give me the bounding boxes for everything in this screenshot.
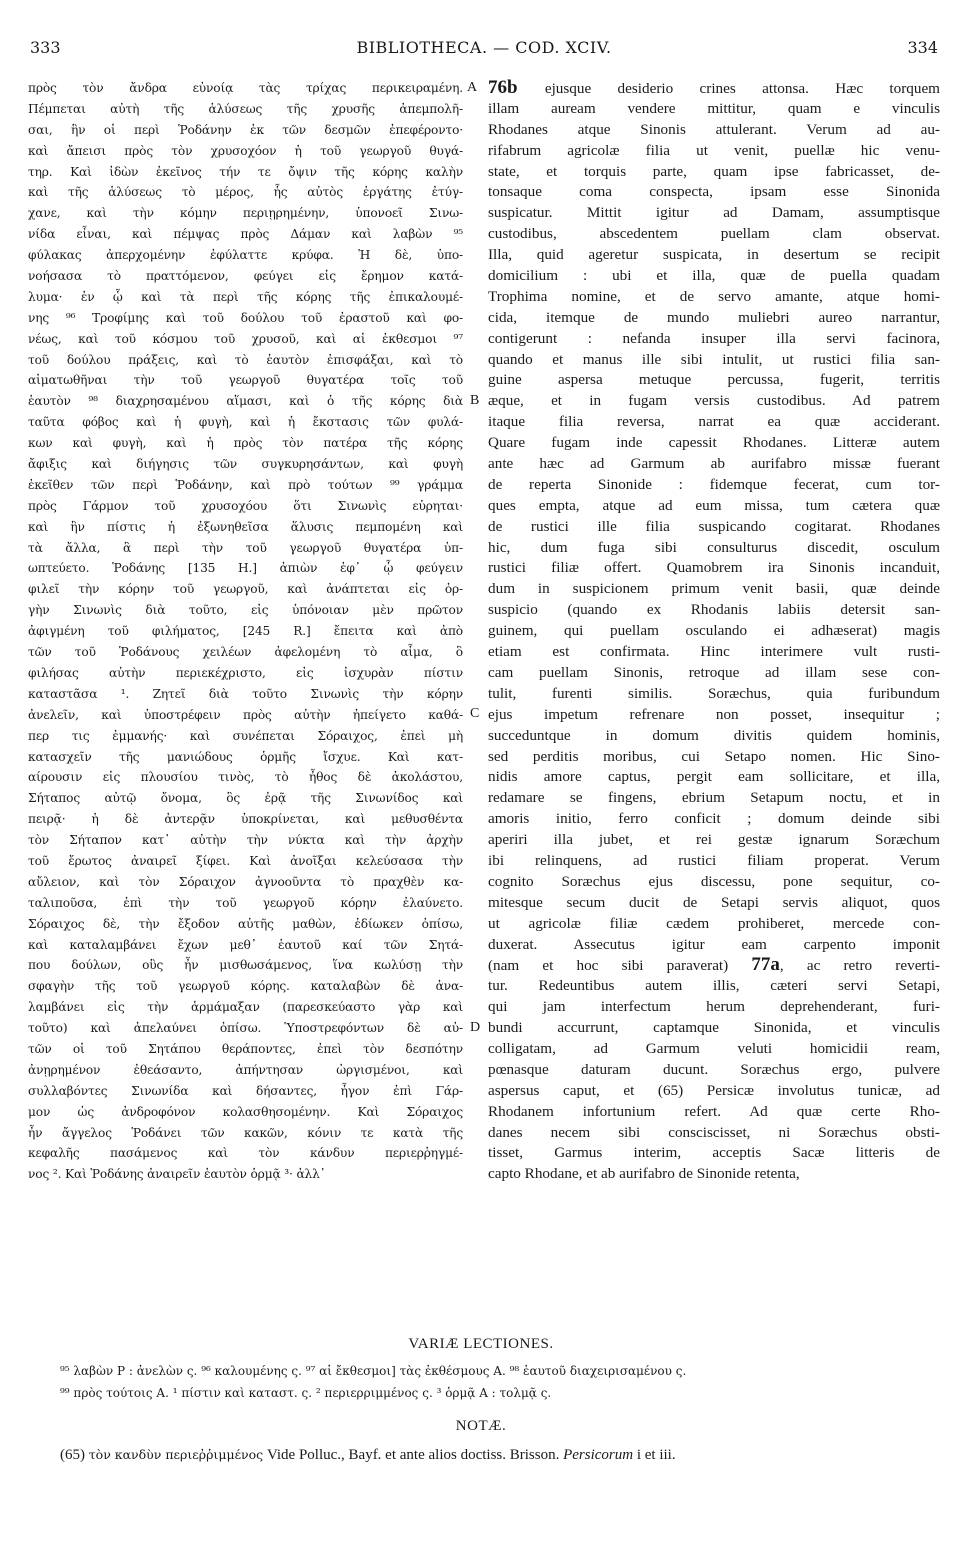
latin-text-line: suspicio (quando ex Rhodanis labiis detersit san- <box>488 601 940 619</box>
latin-text-line: etiam est confirmata. Hinc interimere vult rusti- <box>488 643 940 661</box>
greek-text-line: ἄφιξις καὶ διήγησις τῶν συγκυρησάντων, καὶ φυγὴ <box>28 457 463 472</box>
greek-text-line: νοήσασα τὸ πραττόμενον, φεύγει εἰς ἔρημον κατά- <box>28 269 463 284</box>
latin-text-line: Rhodanes atque Sinonis attulerant. Verum ad au- <box>488 120 940 138</box>
greek-text-line: αἱματωθῆναι τὴν τοῦ γεωργοῦ θυγατέρα τοῖς τοῦ <box>28 373 463 388</box>
latin-text-line: amoris initio, ferro conficit ; domum deinde sibi <box>488 810 940 828</box>
latin-text-line: aperiri illa jubet, et rei gestæ ignarum Soræchum <box>488 831 940 849</box>
greek-text-line: τηρ. Καὶ ἰδὼν ἐκεῖνος τήν τε ὄψιν τῆς κόρης καλὴν <box>28 164 463 179</box>
note-line <box>60 1444 940 1466</box>
latin-text-line: redamare se fingens, ebrium Setapum noctu, et in <box>488 789 940 807</box>
latin-text-line: domicilium : ubi et illa, quæ de puella quadam <box>488 267 940 285</box>
greek-text-line: φύλακας ἀπερχομένην ἐφύλαττε κρύφα. Ἡ δὲ, ὑπο- <box>28 248 463 263</box>
latin-text-line: Illa, quid ageretur suspicata, in desertum se recipit <box>488 246 940 264</box>
greek-text-line: τῶν οἱ τοῦ Σητάπου θεράποντες, ἐπεὶ τὸν δεσπότην <box>28 1041 463 1056</box>
note-end: i et iii. <box>636 1447 676 1463</box>
latin-text-line: cam puellam Sinonis, retroque ad illam sese con- <box>488 663 940 681</box>
latin-text-line: Rhodanem infortunium refert. Ad quæ certe Rho- <box>488 1102 940 1120</box>
latin-text-line: pœnasque daturam ducunt. Soræchus ergo, pulvere <box>488 1060 940 1078</box>
note-number: (65) <box>60 1447 85 1463</box>
latin-text-line: Quare fugam inde capessit Rhodanes. Litteræ autem <box>488 434 940 452</box>
greek-text-line: καὶ ἣν πίστις ἡ ἐξωνηθεῖσα ἅλυσις πεμπομένη καὶ <box>28 519 463 534</box>
latin-text-line: Trophima nomine, et de servo amante, atque homi- <box>488 287 940 305</box>
latin-column <box>488 78 940 1185</box>
greek-text-line: τὸν Σήταπον κατ᾽ αὐτὴν τὴν νύκτα καὶ τὴν ἀρχὴν <box>28 833 463 848</box>
latin-text-line: ques empta, atque ad eum missa, tum cætera quæ <box>488 496 940 514</box>
note-greek: τὸν κανδὺν περιεῤῥιμμένος <box>88 1447 264 1462</box>
variae-line: ⁹⁹ πρὸς τούτοις A. ¹ πίστιν καὶ καταστ. ς. ² περιερριμμένος ς. ³ ὁρμᾷ A : τολμᾷ ς. <box>60 1386 552 1400</box>
greek-text-line: σαι, ἣν οἱ περὶ Ῥοδάνην ἐκ τῶν δεσμῶν ἐπεφέροντο· <box>28 122 463 137</box>
greek-text-line: καταστᾶσα ¹. Ζητεῖ διὰ τοῦτο Σινωνὶς τὴν κόρην <box>28 686 463 701</box>
latin-text-line: colligatam, ad Garmum veluti homicidii ream, <box>488 1039 940 1057</box>
note-italic: Persicorum <box>563 1447 634 1463</box>
note-text: Vide Polluc., Bayf. et ante alios doctiss. Brisson. <box>266 1447 560 1463</box>
greek-column <box>28 78 463 1185</box>
greek-text-line: γὴν Σινωνὶς διὰ τοῦτο, εἰς ὑπόνοιαν μὲν πρῶτον <box>28 603 463 618</box>
latin-text-line: 76b ejusque desiderio crines attonsa. Hæc torquem <box>488 78 940 98</box>
greek-text-line: καὶ τῆς ἁλύσεως τὸ μέρος, ἧς αὐτὸς ἐργάτης ἐτύγ- <box>28 185 463 200</box>
latin-text-line: illam auream vendere mittitur, quam e vinculis <box>488 99 940 117</box>
margin-letter-d: D <box>470 1020 481 1035</box>
latin-text-line: sed perditis moribus, cui Setapo nomen. Hic Sino- <box>488 747 940 765</box>
page-number-right: 334 <box>907 38 938 57</box>
latin-text-line: quando et manus ille sibi intulit, ut rustici filia san- <box>488 350 940 368</box>
latin-text-line: guinem, qui puellam osculando ei adhæserat) magis <box>488 622 940 640</box>
greek-text-line: που δούλων, οὓς ἦν μισθωσάμενος, ἵνα κωλύσῃ τὴν <box>28 958 463 973</box>
latin-text-line: aspersus caput, et (65) Persicæ involutus tunicæ, ad <box>488 1081 940 1099</box>
greek-text-line: νος ². Καὶ Ῥοδάνης ἀναιρεῖν ἑαυτὸν ὁρμᾷ ³· ἀλλ᾽ <box>28 1167 326 1182</box>
greek-text-line: ἐκεῖθεν τῶν περὶ Ῥοδάνην, καὶ πρὸ τούτων ⁹⁹ γράμμα <box>28 477 463 492</box>
folio-mark-77a: 77a <box>751 955 780 976</box>
latin-text-line: de rustici ille filia suspicando cogitarat. Rhodanes <box>488 517 940 535</box>
greek-text-line: νέως, καὶ τοῦ κόσμου τοῦ χρυσοῦ, καὶ αἱ ἐκθεσμοι ⁹⁷ <box>28 331 463 346</box>
greek-text-line: φιλεῖ τὴν κόρην τοῦ γεωργοῦ, καὶ ἀνάπτεται εἰς ὀρ- <box>28 582 463 597</box>
latin-text-line: (nam et hoc sibi paraverat) 77a, ac retro reverti- <box>488 955 940 976</box>
latin-text-line: æque, et in fugam versis custodibus. Ad patrem <box>488 392 940 410</box>
greek-text-line: τοῦ δούλου πράξεις, καὶ τὸ ἑαυτὸν ἐπισφάξαι, καὶ τὸ <box>28 352 463 367</box>
greek-text-line: περ τις ἐμμανής· καὶ συνέπεται Σόραιχος, ἐπεὶ μὴ <box>28 728 463 743</box>
greek-text-line: πρὸς τὸν ἄνδρα εὐνοίᾳ τὰς τρίχας περικειραμένη. <box>28 81 463 95</box>
running-title: BIBLIOTHECA. — COD. XCIV. <box>356 38 612 57</box>
margin-letter-b: B <box>470 393 480 408</box>
greek-text-line: νίδα εἶναι, καὶ πέμψας πρὸς Δάμαν καὶ λαβὼν ⁹⁵ <box>28 227 463 242</box>
latin-text-line: bundi accurrunt, captamque Sinonida, et vinculis <box>488 1019 940 1037</box>
margin-letter-c: C <box>470 706 480 721</box>
latin-text-line: tur. Redeuntibus autem illis, cæteri servi Setapi, <box>488 977 940 995</box>
greek-text-line: καὶ ἄπεισι πρὸς τὸν χρυσοχόον ἡ τοῦ γεωργοῦ θυγά- <box>28 143 463 158</box>
latin-text-line: tulit, furenti similis. Soræchus, quia furibundum <box>488 684 940 702</box>
page-number-left: 333 <box>30 38 61 57</box>
latin-text-line: de reperta Sinonide : fidemque fecerat, cum tor- <box>488 475 940 493</box>
latin-text-line: capto Rhodane, et ab aurifabro de Sinonide retenta, <box>488 1165 800 1183</box>
latin-text-line: ibi relinquens, ad rustici filiam properat. Verum <box>488 851 940 869</box>
greek-text-line: ἦν ἄγγελος Ῥοδάνει τῶν κακῶν, κόνιν τε κατὰ τῆς <box>28 1125 463 1140</box>
latin-text-line: nidis amore captus, pergit eam sollicitare, et illa, <box>488 768 940 786</box>
greek-text-line: ἀφιγμένη τοῦ φιλήματος, [245 R.] ἔπειτα καὶ ἀπὸ <box>28 624 463 639</box>
latin-text-line: ejus impetum refrenare non posset, insequitur ; <box>488 705 940 723</box>
margin-letter-a: A <box>467 80 478 95</box>
page-header <box>30 38 938 64</box>
latin-text-line: mitesque secum ducit de Setapi servis aliquot, quos <box>488 893 940 911</box>
greek-text-line: Σήταπος αὐτῷ ὄνομα, ὃς ἐρᾷ τῆς Σινωνίδος καὶ <box>28 791 463 806</box>
greek-text-line: χανε, καὶ τὴν κόμην περιῃρημένην, ὑπονοεῖ Σινω- <box>28 206 463 221</box>
greek-text-line: κατασχεῖν τῆς μανιώδους ὁρμῆς ἴσχυε. Καὶ κατ- <box>28 749 463 764</box>
latin-text-line: ante hæc ad Garmum ab aurifabro missæ fuerant <box>488 455 940 473</box>
greek-text-line: τῶν τοῦ Ῥοδάνους χειλέων ἀφελομένη τὸ αἷμα, ὃ <box>28 645 463 660</box>
greek-text-line: πρὸς Γάρμον τοῦ χρυσοχόου ὅτι Σινωνὶς εὑρηται· <box>28 498 463 513</box>
folio-mark-76b: 76b <box>488 78 545 98</box>
latin-text-line: cida, itemque de mundo muliebri aureo narrantur, <box>488 308 940 326</box>
greek-text-line: σφαγὴν τῆς τοῦ γεωργοῦ κόρης. καταλαβὼν δὲ ἀνα- <box>28 979 463 994</box>
greek-text-line: ἀνῃρημένον ἐθεάσαντο, ἀπήντησαν ὠργισμένοι, καὶ <box>28 1062 463 1077</box>
latin-text-line: suspicatur. Mittit igitur ad Damam, assumptisque <box>488 204 940 222</box>
greek-text-line: συλλαβόντες Σινωνίδα καὶ δήσαντες, ἦγον ἐπὶ Γάρ- <box>28 1083 463 1098</box>
greek-text-line: τοῦτο) καὶ ἀπελαύνει ὀπίσω. Ὑποστρεφόντων δὲ αὐ- <box>28 1021 463 1036</box>
greek-text-line: ταῦτα φόβος καὶ ἡ φυγὴ, καὶ ἡ ἔκστασις τῶν φυλά- <box>28 415 463 430</box>
latin-text-line: guine aspersa metuque percussa, fugerit, territis <box>488 371 940 389</box>
latin-text-line: qui jam interfectum herum deprehenderant, furi- <box>488 998 940 1016</box>
greek-text-line: τὰ ἄλλα, ἃ περὶ τὴν τοῦ γεωργοῦ θυγατέρα ὑπ- <box>28 540 463 555</box>
latin-text-line: rustici filiæ offert. Quamobrem ira Sinonis incanduit, <box>488 559 940 577</box>
latin-text-line: itaque filia reversa, narrat ea quæ acciderant. <box>488 413 940 431</box>
greek-text-line: λαμβάνει εἰς τὴν ἁρμάμαξαν (παρεσκεύαστο γὰρ καὶ <box>28 1000 463 1015</box>
latin-text-line: state, et torquis parte, quam ipse fabricasset, de- <box>488 162 940 180</box>
greek-text-line: μον ὡς ἀνδροφόνον κολασθησομένην. Καὶ Σόραιχος <box>28 1104 463 1119</box>
latin-text-line: tonsaque coma conspecta, ipsam esse Sinonida <box>488 183 940 201</box>
notae-title: NOTÆ. <box>455 1418 507 1434</box>
greek-text-line: νης ⁹⁶ Τροφίμης καὶ τοῦ δούλου τοῦ ἐραστοῦ καὶ φο- <box>28 310 463 325</box>
variae-title: VARIÆ LECTIONES. <box>408 1336 554 1352</box>
latin-text-line: tisset, Garmus interim, acceptis Sacæ litteris de <box>488 1144 940 1162</box>
latin-text-line: hic, dum fuga sibi consulturus discedit, osculum <box>488 538 940 556</box>
greek-text-line: κεφαλῆς πασάμενος καὶ τὸν κάνδυν περιερῥηγμέ- <box>28 1146 463 1161</box>
greek-text-line: λυμα· ἐν ᾧ καὶ τὰ περὶ τῆς κόρης τῆς ἐπικαλουμέ- <box>28 289 463 304</box>
latin-text-line: contigerunt : nefanda insuper illa servi facinora, <box>488 329 940 347</box>
latin-text-line: ut agricolæ filiæ cædem prohiberet, mercede con- <box>488 914 940 932</box>
greek-text-line: καὶ καταλαμβάνει ἔχων μεθ᾽ ἑαυτοῦ καί τῶν Σητά- <box>28 937 463 952</box>
greek-text-line: τοῦ ἔρωτος ἀναιρεῖ ξίφει. Καὶ ἀνοῖξαι κελεύσασα τὴν <box>28 853 463 868</box>
greek-text-line: Πέμπεται αὐτὴ τῆς ἁλύσεως τῆς χρυσῆς ἀπεμπολῆ- <box>28 101 463 116</box>
latin-text-line: cognito Soræchus ejus discessu, pone sequitur, co- <box>488 872 940 890</box>
latin-text-line: rifabrum agricolæ filia ut venit, puellæ hic venu- <box>488 141 940 159</box>
greek-text-line: φιλήσας αὐτὴν περιεκέχριστο, εἰς ἰσχυρὰν πίστιν <box>28 665 463 680</box>
greek-text-line: ταλιποῦσα, ἐπὶ τὴν τοῦ γεωργοῦ κόρην ἐλαύνετο. <box>28 895 463 910</box>
latin-text-line: danes necem sibi consciscisset, ni Soræchus obsti- <box>488 1123 940 1141</box>
greek-text-line: ἀνελεῖν, καὶ ὑποστρέφειν πρὸς αὐτὴν ἠπείγετο καθά- <box>28 707 463 722</box>
latin-text-line: custodibus, abscedentem puellam clam observat. <box>488 225 940 243</box>
greek-text-line: πειρᾷ· ἡ δὲ ἀντερᾷν ὑποκρίνεται, καὶ μεθυσθέντα <box>28 812 463 827</box>
greek-text-line: ἑαυτὸν ⁹⁸ διαχρησαμένου αἵμασι, καὶ ὁ τῆς κόρης διὰ <box>28 394 463 409</box>
greek-text-line: κων καὶ φυγὴ, καὶ ἡ πρὸς τὸν πατέρα τῆς κόρης <box>28 436 463 451</box>
greek-text-line: αίρουσιν εἰς πλουσίου τινὸς, τὸ ἦθος δὲ ἀκολάστου, <box>28 770 463 785</box>
variae-line: ⁹⁵ λαβὼν P : ἀνελὼν ς. ⁹⁶ καλουμένης ς. ⁹⁷ αἱ ἔκθεσμοι] τὰς ἐκθέσμους A. ⁹⁸ ἑαυτοῦ διαχειρισαμένου ς. <box>60 1364 687 1378</box>
greek-text-line: αὔλειον, καὶ τὸν Σόραιχον ἀγνοοῦντα τὸ πραχθὲν κα- <box>28 874 463 889</box>
variae-lines <box>60 1360 940 1404</box>
latin-text-line: succeduntque in domum divitis quidem hominis, <box>488 726 940 744</box>
latin-text-line: duxerat. Assecutus igitur eam carpento imponit <box>488 935 940 953</box>
greek-text-line: Σόραιχος δὲ, τὴν ἔξοδον αὐτῆς μαθὼν, ἐδίωκεν ὀπίσω, <box>28 916 463 931</box>
greek-text-line: ωπτεύετο. Ῥοδάνης [135 Η.] ἀπιὼν ἐφ᾽ ᾧ φεύγειν <box>28 561 463 576</box>
latin-text-line: dum in suspicionem primum venit basii, quæ deinde <box>488 580 940 598</box>
